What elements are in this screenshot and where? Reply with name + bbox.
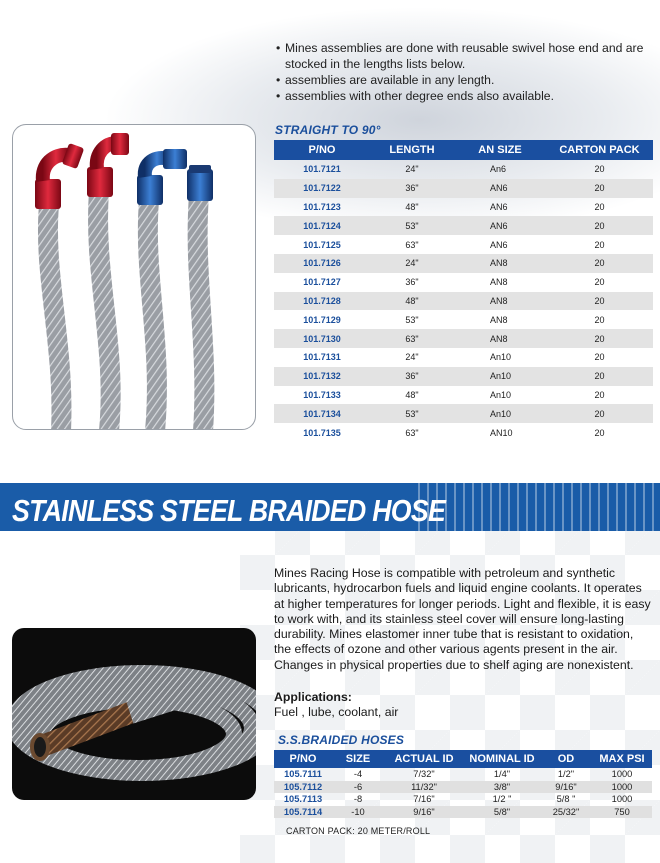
cell-size: -6 (332, 781, 384, 794)
cell-pno: 101.7127 (303, 277, 341, 288)
cell-carton-pack: 20 (546, 254, 653, 273)
header-size: SIZE (332, 750, 384, 768)
cell-od: 1/2" (557, 769, 575, 780)
cell-length: 63" (405, 239, 419, 250)
cell-max-psi: 1000 (611, 769, 633, 780)
cell-an-size: AN8 (454, 329, 546, 348)
cell-carton-pack: 20 (546, 329, 653, 348)
cell-carton-pack: 20 (546, 367, 653, 386)
coiled-hose-illustration (12, 628, 256, 800)
cell-an-size: An6 (490, 164, 507, 175)
cell-pno: 101.7122 (274, 179, 370, 198)
cell-pno: 101.7125 (303, 239, 341, 250)
table-row (274, 793, 652, 806)
coiled-hose-photo (12, 628, 256, 800)
cell-actual-id: 11/32" (384, 781, 464, 794)
cell-length: 63" (370, 329, 454, 348)
cell-length: 36" (370, 367, 454, 386)
cell-length: 36" (370, 179, 454, 198)
cell-pno: 105.7113 (283, 794, 323, 805)
cell-size: -10 (332, 806, 384, 819)
cell-pno: 101.7128 (274, 292, 370, 311)
table-header-row (274, 750, 652, 768)
ss-braided-table (274, 750, 652, 818)
cell-carton-pack: 20 (546, 216, 653, 235)
table-row (274, 423, 653, 442)
cell-nominal-id: 3/8" (464, 781, 540, 794)
cell-carton-pack: 20 (594, 314, 605, 325)
cell-carton-pack: 20 (594, 389, 605, 400)
table-row (274, 216, 653, 235)
cell-pno: 101.7131 (303, 352, 341, 363)
cell-pno: 101.7129 (303, 314, 341, 325)
table-row (274, 235, 653, 254)
header-length: LENGTH (370, 140, 454, 160)
cell-length: 48" (405, 201, 419, 212)
carton-pack-note: CARTON PACK: 20 METER/ROLL (286, 826, 431, 836)
cell-an-size: AN8 (490, 314, 508, 325)
cell-carton-pack: 20 (594, 427, 605, 438)
table-header-row (274, 140, 653, 160)
cell-carton-pack: 20 (546, 179, 653, 198)
header-od: OD (540, 750, 592, 768)
header-carton-pack: CARTON PACK (546, 140, 653, 160)
table-row (274, 273, 653, 292)
cell-an-size: AN6 (454, 216, 546, 235)
table-row (274, 348, 653, 367)
cell-carton-pack: 20 (594, 239, 605, 250)
cell-an-size: An10 (454, 404, 546, 423)
table-row (274, 310, 653, 329)
banner-title: STAINLESS STEEL BRAIDED HOSE (12, 493, 446, 528)
cell-actual-id: 7/32" (413, 769, 435, 780)
intro-bullet: • assemblies are available in any length. (276, 72, 646, 88)
cell-pno: 101.7135 (303, 427, 341, 438)
cell-size: -4 (353, 769, 363, 780)
cell-an-size: AN8 (490, 277, 508, 288)
cell-an-size: AN10 (490, 427, 513, 438)
cell-pno: 101.7126 (274, 254, 370, 273)
cell-pno: 105.7114 (274, 806, 332, 819)
hose-assemblies-illustration (13, 125, 256, 430)
cell-nominal-id: 1/4" (493, 769, 511, 780)
cell-length: 48" (370, 292, 454, 311)
header-nominal-id: NOMINAL ID (464, 750, 540, 768)
cell-pno: 101.7133 (303, 389, 341, 400)
header-pno: P/NO (274, 750, 332, 768)
cell-pno: 101.7130 (274, 329, 370, 348)
hose-assemblies-photo (12, 124, 256, 430)
cell-pno: 105.7111 (284, 769, 322, 780)
cell-carton-pack: 20 (594, 201, 605, 212)
cell-pno: 101.7123 (303, 201, 341, 212)
header-max-psi: MAX PSI (592, 750, 652, 768)
cell-carton-pack: 20 (594, 277, 605, 288)
straight-to-90-table (274, 140, 653, 442)
cell-length: 24" (405, 164, 419, 175)
cell-length: 48" (405, 389, 419, 400)
cell-length: 24" (370, 254, 454, 273)
cell-carton-pack: 20 (546, 404, 653, 423)
cell-an-size: An10 (490, 389, 512, 400)
cell-max-psi: 1000 (611, 794, 633, 805)
cell-an-size: An10 (454, 367, 546, 386)
cell-size: -8 (353, 794, 363, 805)
table-row (274, 768, 652, 781)
intro-bullets (276, 40, 646, 104)
cell-pno: 105.7112 (274, 781, 332, 794)
table-row (274, 367, 653, 386)
cell-carton-pack: 20 (594, 352, 605, 363)
cell-od: 5/8 " (556, 794, 576, 805)
cell-an-size: AN6 (490, 201, 508, 212)
cell-length: 53" (370, 216, 454, 235)
table-row (274, 254, 653, 273)
applications-text: Fuel , lube, coolant, air (274, 705, 399, 719)
cell-nominal-id: 5/8" (464, 806, 540, 819)
cell-an-size: An10 (490, 352, 512, 363)
table-row (274, 179, 653, 198)
table-row (274, 160, 653, 179)
cell-length: 63" (405, 427, 419, 438)
header-an-size: AN SIZE (454, 140, 546, 160)
table-row (274, 404, 653, 423)
hose-description: Mines Racing Hose is compatible with petroleum and synthetic lubricants, hydrocarbon fuels and liquid engine coolants. It operates at higher temperatures for longer periods. Light and flexible, it is easy to work with, and its stainless steel cover will ensure long-lasting durability. Mines elastomer inner tube that is resistant to oxidation, the effects of ozone and other various agents present in the air. Changes in physical properties due to shelf aging are nonexistent. (274, 566, 651, 672)
cell-actual-id: 9/16" (384, 806, 464, 819)
banner-stripes (418, 483, 660, 531)
cell-od: 9/16" (540, 781, 592, 794)
cell-an-size: AN6 (490, 239, 508, 250)
header-actual-id: ACTUAL ID (384, 750, 464, 768)
table-row (274, 781, 652, 794)
cell-an-size: AN6 (454, 179, 546, 198)
cell-an-size: AN8 (454, 292, 546, 311)
cell-pno: 101.7132 (274, 367, 370, 386)
cell-pno: 101.7124 (274, 216, 370, 235)
cell-carton-pack: 20 (546, 292, 653, 311)
cell-actual-id: 7/16" (413, 794, 435, 805)
table-row (274, 292, 653, 311)
cell-length: 24" (405, 352, 419, 363)
table-row (274, 806, 652, 819)
table-row (274, 198, 653, 217)
cell-carton-pack: 20 (594, 164, 605, 175)
header-pno: P/NO (274, 140, 370, 160)
straight-to-90-title: STRAIGHT TO 90° (275, 123, 381, 137)
cell-length: 36" (405, 277, 419, 288)
intro-bullet: • assemblies with other degree ends also available. (276, 88, 646, 104)
cell-nominal-id: 1/2 " (492, 794, 512, 805)
cell-pno: 101.7121 (303, 164, 341, 175)
ss-braided-title: S.S.BRAIDED HOSES (278, 733, 405, 747)
cell-max-psi: 1000 (592, 781, 652, 794)
cell-length: 53" (370, 404, 454, 423)
applications-title: Applications: (274, 690, 352, 704)
table-row (274, 386, 653, 405)
cell-pno: 101.7134 (274, 404, 370, 423)
intro-bullet: • Mines assemblies are done with reusable swivel hose end and are stocked in the lengths lists below. (276, 40, 646, 72)
cell-max-psi: 750 (592, 806, 652, 819)
cell-an-size: AN8 (454, 254, 546, 273)
cell-length: 53" (405, 314, 419, 325)
cell-od: 25/32" (540, 806, 592, 819)
table-row (274, 329, 653, 348)
